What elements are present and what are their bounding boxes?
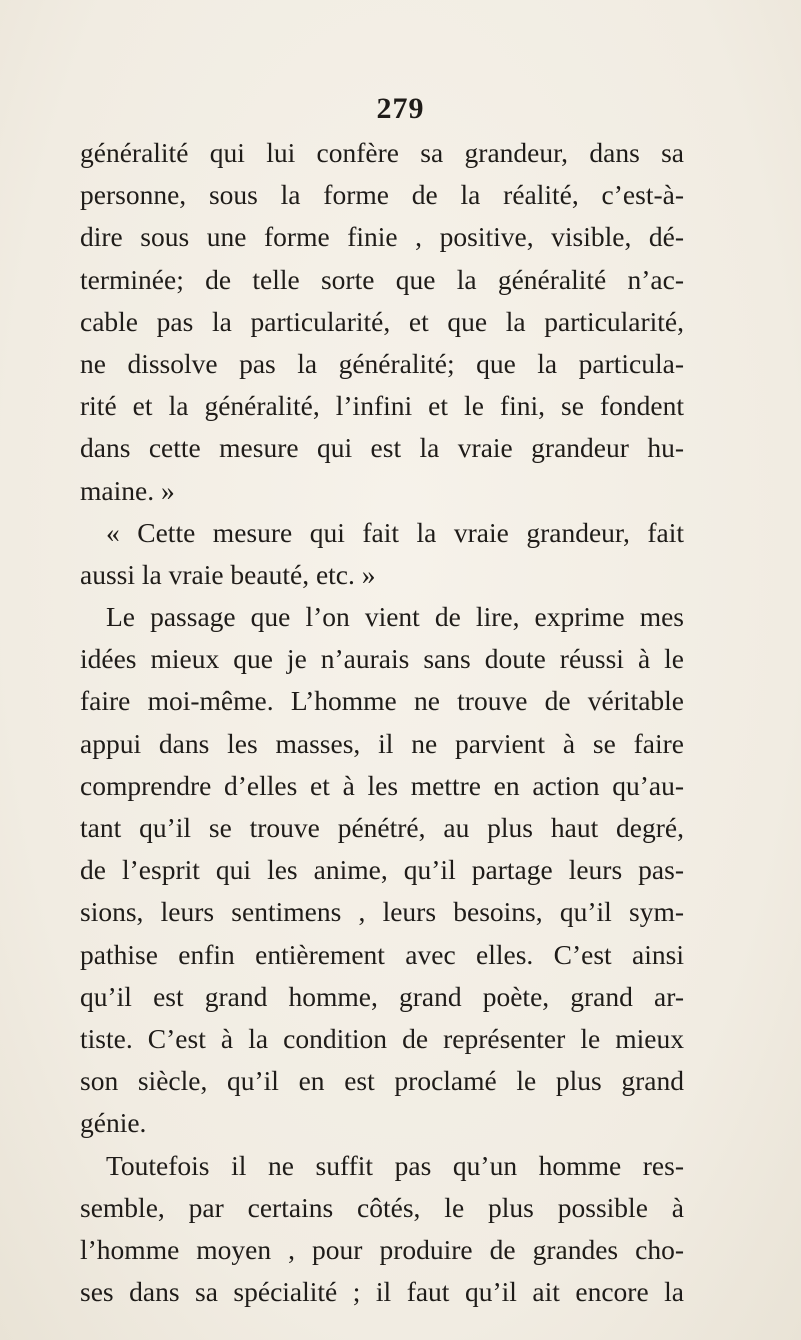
text-line: génie.: [80, 1107, 147, 1139]
text-line: qu’il est grand homme, grand poète, grand ar-: [80, 980, 684, 1012]
text-line: tiste. C’est à la condition de représenter le mieux: [80, 1022, 684, 1054]
body-text: [80, 132, 684, 1313]
text-line: personne, sous la forme de la réalité, c’est-à-: [80, 179, 684, 211]
text-line: idées mieux que je n’aurais sans doute réussi à le: [80, 643, 684, 675]
text-line: dans cette mesure qui est la vraie grandeur hu-: [80, 432, 684, 464]
text-line: ses dans sa spécialité ; il faut qu’il ait encore la: [80, 1276, 684, 1308]
text-line: l’homme moyen , pour produire de grandes cho-: [80, 1233, 684, 1265]
text-line: tant qu’il se trouve pénétré, au plus haut degré,: [80, 812, 684, 843]
text-line: Toutefois il ne suffit pas qu’un homme res-: [106, 1149, 684, 1181]
text-line: appui dans les masses, il ne parvient à se faire: [80, 727, 684, 759]
text-line: son siècle, qu’il en est proclamé le plus grand: [80, 1065, 684, 1097]
text-line: « Cette mesure qui fait la vraie grandeur, fait: [106, 516, 684, 548]
text-line: de l’esprit qui les anime, qu’il partage leurs pas-: [80, 854, 684, 886]
text-line: semble, par certains côtés, le plus possible à: [80, 1191, 684, 1223]
text-line: cable pas la particularité, et que la particularité,: [80, 305, 684, 337]
text-line: Le passage que l’on vient de lire, exprime mes: [106, 601, 684, 633]
text-line: dire sous une forme finie , positive, visible, dé-: [80, 221, 684, 253]
page-number: 279: [376, 92, 425, 125]
text-line: rité et la généralité, l’infini et le fini, se fondent: [80, 390, 684, 422]
text-line: généralité qui lui confère sa grandeur, dans sa: [80, 137, 684, 168]
text-line: comprendre d’elles et à les mettre en action qu’au-: [80, 769, 684, 801]
text-line: sions, leurs sentimens , leurs besoins, qu’il sym-: [80, 896, 684, 928]
text-line: aussi la vraie beauté, etc. »: [80, 558, 376, 590]
text-line: ne dissolve pas la généralité; que la particula-: [80, 347, 684, 379]
text-line: terminée; de telle sorte que la généralité n’ac-: [80, 263, 684, 295]
text-line: maine. »: [80, 474, 175, 506]
text-line: faire moi-même. L’homme ne trouve de véritable: [80, 685, 684, 717]
text-line: pathise enfin entièrement avec elles. C’est ainsi: [80, 938, 684, 970]
